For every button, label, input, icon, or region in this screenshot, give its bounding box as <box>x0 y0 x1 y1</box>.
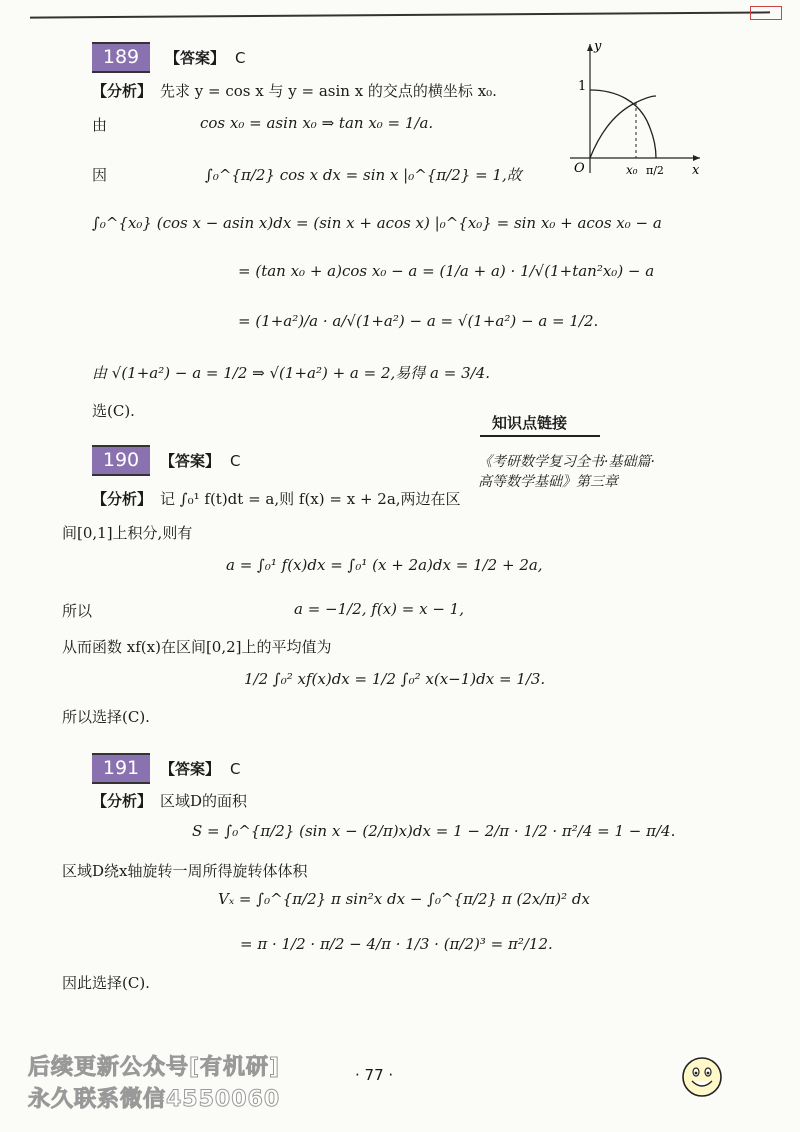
analysis-191-eq3: = π · 1/2 · π/2 − 4/π · 1/3 · (π/2)³ = π²/12. <box>240 935 553 953</box>
analysis-190-eq2: a = −1/2, f(x) = x − 1, <box>294 600 464 618</box>
problem-number-190: 190 <box>92 445 150 476</box>
analysis-189-line1: 【分析】 先求 y = cos x 与 y = asin x 的交点的横坐标 x₀. <box>92 82 497 100</box>
reference-line1: 《考研数学复习全书·基础篇· <box>478 454 655 470</box>
analysis-189-you: 由 <box>92 116 108 134</box>
page-number: · 77 · <box>355 1066 394 1084</box>
cos-sin-graph <box>560 38 710 178</box>
analysis-189-yin: 因 <box>92 166 108 184</box>
analysis-191-eq2: Vₓ = ∫₀^{π/2} π sin²x dx − ∫₀^{π/2} π (2x/π)² dx <box>218 890 590 908</box>
graph-y-tick-label: 1 <box>578 79 587 94</box>
graph-x0-label: x₀ <box>626 163 638 177</box>
answer-189: 【答案】 C <box>165 49 246 67</box>
analysis-190-suoyi: 所以 <box>62 602 93 620</box>
analysis-190-eq1: a = ∫₀¹ f(x)dx = ∫₀¹ (x + 2a)dx = 1/2 + 2a, <box>226 556 543 574</box>
analysis-190-line1: 【分析】 记 ∫₀¹ f(t)dt = a,则 f(x) = x + 2a,两边在区 <box>92 490 461 508</box>
smiley-icon <box>680 1055 724 1099</box>
answer-190: 【答案】 C <box>160 452 241 470</box>
header-rule <box>30 11 770 18</box>
answer-191: 【答案】 C <box>160 760 241 778</box>
analysis-190-choice: 所以选择(C). <box>62 708 150 726</box>
analysis-189-eq3: ∫₀^{x₀} (cos x − asin x)dx = (sin x + acos x) |₀^{x₀} = sin x₀ + acos x₀ − a <box>92 214 662 232</box>
analysis-190-line4: 从而函数 xf(x)在区间[0,2]上的平均值为 <box>62 638 332 656</box>
analysis-191-line3: 区域D绕x轴旋转一周所得旋转体体积 <box>62 862 308 880</box>
watermark-line1: 后续更新公众号[有机研] <box>28 1055 281 1080</box>
analysis-189-eq1: cos x₀ = asin x₀ ⇒ tan x₀ = 1/a. <box>200 114 434 132</box>
analysis-191-choice: 因此选择(C). <box>62 974 150 992</box>
asin-curve <box>590 96 656 158</box>
analysis-189-eq6: 由 √(1+a²) − a = 1/2 ⇒ √(1+a²) + a = 2,易得 a = 3/4. <box>92 364 491 382</box>
knowledge-heading: 知识点链接 <box>492 414 568 432</box>
analysis-189-eq2: ∫₀^{π/2} cos x dx = sin x |₀^{π/2} = 1,故 <box>205 166 522 184</box>
page-corner-mark <box>750 6 782 20</box>
analysis-190-eq3: 1/2 ∫₀² xf(x)dx = 1/2 ∫₀² x(x−1)dx = 1/3. <box>244 670 546 688</box>
graph-pi-half-label: π/2 <box>646 164 664 177</box>
graph-origin-label: O <box>574 161 585 176</box>
analysis-191-eq1: S = ∫₀^{π/2} (sin x − (2/π)x)dx = 1 − 2/π · 1/2 · π²/4 = 1 − π/4. <box>192 822 676 840</box>
graph-x-label: x <box>692 163 700 178</box>
analysis-189-eq5: = (1+a²)/a · a/√(1+a²) − a = √(1+a²) − a = 1/2. <box>238 312 599 330</box>
watermark-line2: 永久联系微信4550060 <box>28 1087 281 1112</box>
reference-line2: 高等数学基础》第三章 <box>478 474 618 490</box>
analysis-190-line2: 间[0,1]上积分,则有 <box>62 524 193 542</box>
problem-number-189: 189 <box>92 42 150 73</box>
cos-curve <box>590 90 656 158</box>
knowledge-reference <box>478 452 655 492</box>
graph-y-label: y <box>594 39 602 54</box>
analysis-189-eq4: = (tan x₀ + a)cos x₀ − a = (1/a + a) · 1/√(1+tan²x₀) − a <box>238 262 655 280</box>
knowledge-rule <box>480 435 600 437</box>
analysis-189-choice: 选(C). <box>92 402 135 420</box>
analysis-191-line1: 【分析】 区域D的面积 <box>92 792 248 810</box>
problem-number-191: 191 <box>92 753 150 784</box>
